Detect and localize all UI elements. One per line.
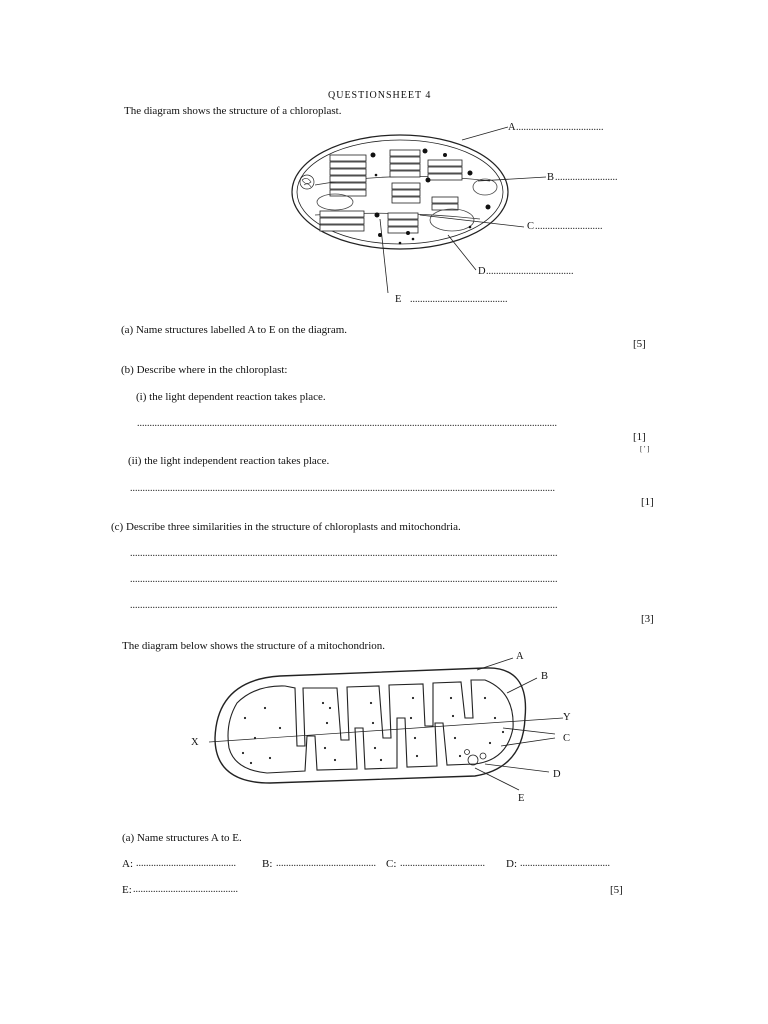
mito-answer-d-blank[interactable]: .................................... xyxy=(520,858,610,869)
chloroplast-question-c: (c) Describe three similarities in the structure of chloroplasts and mitochondria. xyxy=(111,521,461,533)
mito-answer-e-blank[interactable]: .......................................... xyxy=(133,884,238,895)
chloroplast-question-b-ii-marks: [1] xyxy=(641,496,654,508)
chloroplast-question-c-marks: [3] xyxy=(641,613,654,625)
chloroplast-blank-d[interactable]: ................................... xyxy=(486,266,574,277)
chloroplast-answer-b-i[interactable]: ........................................................................................................................................................................ xyxy=(137,418,557,429)
chloroplast-blank-b[interactable]: ......................... xyxy=(555,172,618,183)
chloroplast-diagram xyxy=(280,115,640,315)
mito-answer-a-blank[interactable]: ........................................ xyxy=(136,858,236,869)
chloroplast-answer-c-line[interactable]: ........................................................................................................................................................................... xyxy=(130,548,558,559)
chloroplast-question-a-marks: [5] xyxy=(633,338,646,350)
mito-answer-e-label: E: xyxy=(122,884,132,896)
mito-answer-d-label: D: xyxy=(506,858,517,870)
mito-answer-c-blank[interactable]: .................................. xyxy=(400,858,485,869)
mitochondrion-label-b: B xyxy=(541,671,549,682)
chloroplast-label-e: E xyxy=(395,294,402,305)
mito-answer-b-label: B: xyxy=(262,858,273,870)
chloroplast-label-a: A xyxy=(508,122,516,133)
chloroplast-label-d: D xyxy=(478,266,486,277)
mitochondrion-question-a: (a) Name structures A to E. xyxy=(122,832,242,844)
chloroplast-answer-b-ii[interactable]: .......................................................................................................................................................................... xyxy=(130,483,555,494)
sheet-heading-fragment: QUESTIONSHEET 4 xyxy=(328,90,432,101)
mito-answer-b-blank[interactable]: ........................................ xyxy=(276,858,376,869)
chloroplast-question-b: (b) Describe where in the chloroplast: xyxy=(121,364,288,376)
mitochondrion-label-x: X xyxy=(191,737,199,748)
chloroplast-label-c: C xyxy=(527,221,535,232)
chloroplast-question-b-i: (i) the light dependent reaction takes place. xyxy=(136,391,326,403)
chloroplast-answer-c-line[interactable]: ........................................................................................................................................................................... xyxy=(130,600,558,611)
stray-mark-fragment: [ ' ] xyxy=(640,445,650,453)
mito-answer-a-label: A: xyxy=(122,858,133,870)
chloroplast-answer-c-line[interactable]: ........................................................................................................................................................................... xyxy=(130,574,558,585)
chloroplast-blank-c[interactable]: ........................... xyxy=(535,221,603,232)
mitochondrion-intro: The diagram below shows the structure of a mitochondrion. xyxy=(122,640,386,652)
chloroplast-blank-a[interactable]: ................................... xyxy=(516,122,604,133)
mitochondrion-label-y: Y xyxy=(563,712,571,723)
mito-answer-c-label: C: xyxy=(386,858,397,870)
chloroplast-question-b-i-marks: [1] xyxy=(633,431,646,443)
mitochondrion-label-a: A xyxy=(516,651,524,662)
chloroplast-intro: The diagram shows the structure of a chloroplast. xyxy=(124,105,342,117)
chloroplast-question-b-ii: (ii) the light independent reaction takes place. xyxy=(128,455,330,467)
chloroplast-label-b: B xyxy=(547,172,555,183)
mitochondrion-question-a-marks: [5] xyxy=(610,884,623,896)
chloroplast-blank-e[interactable]: ....................................... xyxy=(410,294,508,305)
mitochondrion-label-e: E xyxy=(518,793,525,804)
chloroplast-question-a: (a) Name structures labelled A to E on the diagram. xyxy=(121,324,348,336)
mitochondrion-label-c: C xyxy=(563,733,571,744)
mitochondrion-label-d: D xyxy=(553,769,561,780)
